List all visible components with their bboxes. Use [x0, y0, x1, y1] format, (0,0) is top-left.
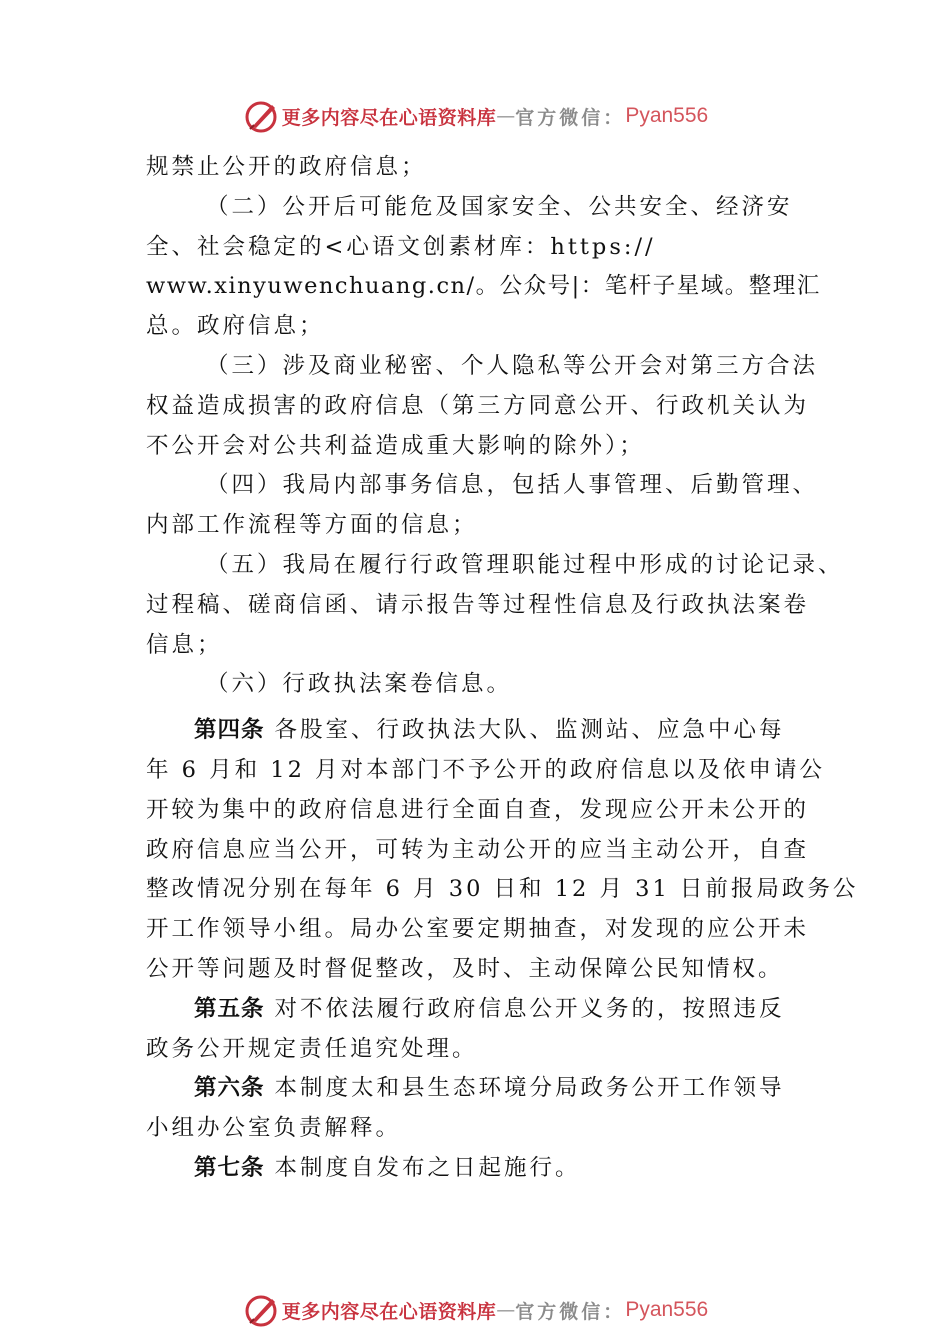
text-line: 不公开会对公共利益造成重大影响的除外）； [146, 432, 645, 459]
text-line: 过程稿、磋商信函、请示报告等过程性信息及行政执法案卷 [146, 591, 810, 618]
article-6-heading: 第六条 [194, 1075, 265, 1102]
text-line: 开工作领导小组。局办公室要定期抽查，对发现的应公开未 [146, 916, 810, 943]
text-line: 公开等问题及时督促整改，及时、主动保障公民知情权。 [146, 955, 784, 982]
text-line: 信息； [146, 631, 223, 658]
text-line: 年 6 月和 12 月对本部门不予公开的政府信息以及依申请公 [146, 756, 826, 783]
text-line: 总。政府信息； [146, 313, 325, 340]
text-line: （六）行政执法案卷信息。 [206, 671, 513, 698]
text-line: 政务公开规定责任追究处理。 [146, 1035, 478, 1062]
article-6-text: 本制度太和县生态环境分局政务公开工作领导 [274, 1075, 785, 1102]
banner-title: 更多内容尽在心语资料库 [281, 1300, 497, 1323]
banner-wechat-id: Pyan556 [625, 1298, 709, 1321]
text-line: （四）我局内部事务信息，包括人事管理、后勤管理、 [206, 472, 819, 499]
article-5-text: 对不依法履行政府信息公开义务的，按照违反 [274, 995, 785, 1022]
article-7-first-line [146, 1149, 806, 1189]
banner-wechat-label: 官方微信： [515, 106, 626, 129]
article-7-heading: 第七条 [194, 1154, 265, 1181]
text-line: （五）我局在履行行政管理职能过程中形成的讨论记录、 [206, 551, 844, 578]
banner-dash: — [496, 1299, 516, 1321]
article-4-text: 各股室、行政执法大队、监测站、应急中心每 [274, 717, 785, 744]
text-line: 开较为集中的政府信息进行全面自查，发现应公开未公开的 [146, 796, 810, 823]
text-line: （三）涉及商业秘密、个人隐私等公开会对第三方合法 [206, 352, 819, 379]
banner-title: 更多内容尽在心语资料库 [281, 106, 497, 129]
text-line: 规禁止公开的政府信息； [146, 154, 427, 180]
quill-logo-icon [242, 1291, 280, 1329]
article-5-first-line [146, 990, 806, 1030]
banner-dash: — [496, 105, 516, 127]
quill-logo-icon [242, 97, 280, 135]
text-line: （二）公开后可能危及国家安全、公共安全、经济安 [206, 193, 793, 220]
text-line: 小组办公室负责解释。 [146, 1115, 402, 1142]
document-body [146, 148, 859, 1189]
article-7-text: 本制度自发布之日起施行。 [274, 1154, 581, 1181]
text-line: 权益造成损害的政府信息（第三方同意公开、行政机关认为 [146, 392, 810, 419]
text-line: 全、社会稳定的<心语文创素材库：https:// [146, 233, 656, 260]
footer-banner [0, 1290, 950, 1330]
text-line: 政府信息应当公开，可转为主动公开的应当主动公开，自查 [146, 836, 810, 863]
text-line: www.xinyuwenchuang.cn/。公众号|：笔杆子星域。整理汇 [146, 273, 821, 300]
text-line: 内部工作流程等方面的信息； [146, 512, 478, 539]
article-5-heading: 第五条 [194, 995, 265, 1022]
article-4-first-line [146, 711, 806, 751]
header-banner [0, 96, 950, 136]
banner-wechat-label: 官方微信： [515, 1300, 626, 1323]
text-line: 整改情况分别在每年 6 月 30 日和 12 月 31 日前报局政务公 [146, 876, 859, 903]
banner-wechat-id: Pyan556 [625, 104, 709, 127]
article-6-first-line [146, 1069, 806, 1109]
article-4-heading: 第四条 [194, 717, 265, 744]
